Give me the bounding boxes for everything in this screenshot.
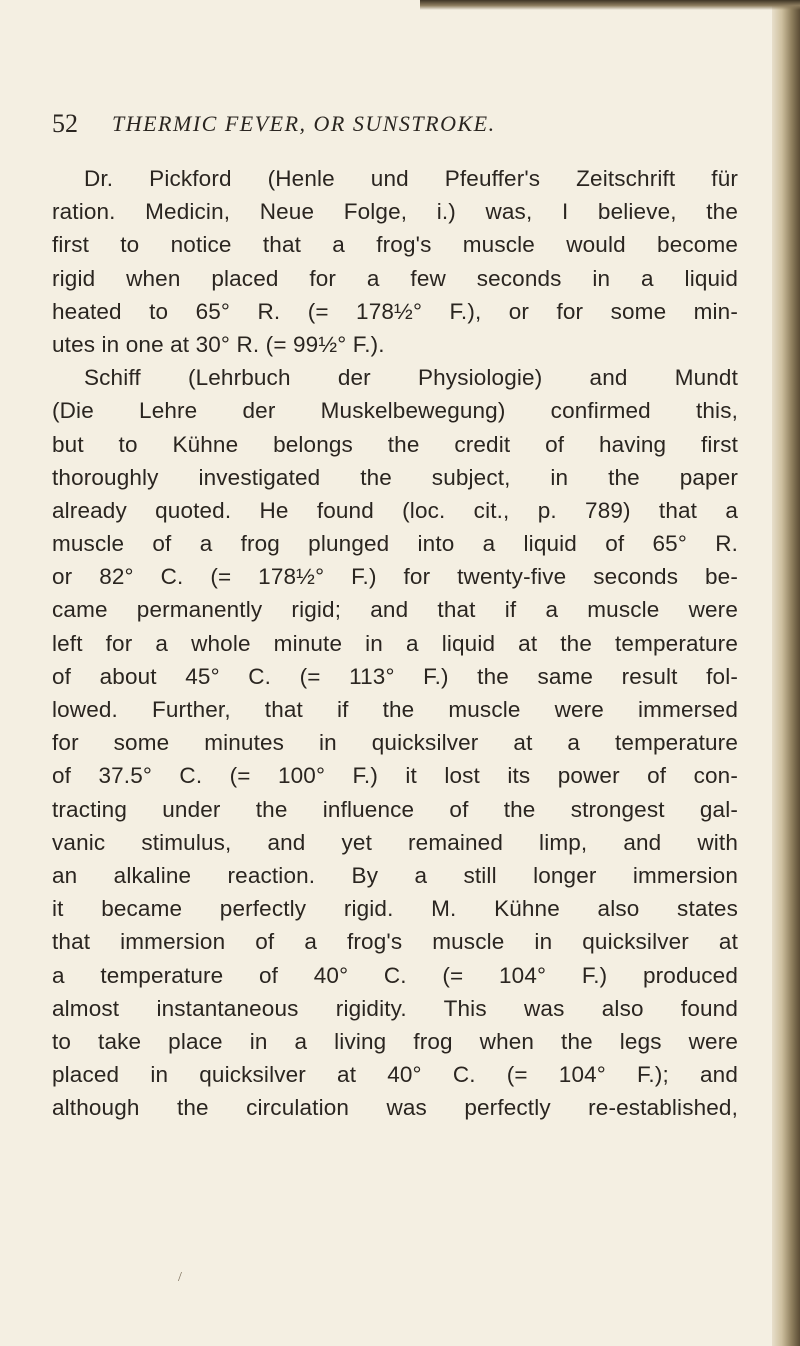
- text-line: muscle of a frog plunged into a liquid of 65° R.: [52, 531, 738, 557]
- text-line: although the circulation was perfectly re-established,: [52, 1095, 738, 1121]
- text-line: came permanently rigid; and that if a muscle were: [52, 597, 738, 623]
- text-line: utes in one at 30° R. (= 99½° F.).: [52, 331, 385, 357]
- text-line: for some minutes in quicksilver at a temperature: [52, 730, 738, 756]
- text-line: vanic stimulus, and yet remained limp, and with: [52, 829, 738, 855]
- text-line: heated to 65° R. (= 178½° F.), or for some min-: [52, 298, 738, 324]
- text-line: (Die Lehre der Muskelbewegung) confirmed this,: [52, 398, 738, 424]
- text-line: of about 45° C. (= 113° F.) the same result fol-: [52, 663, 738, 689]
- text-line: or 82° C. (= 178½° F.) for twenty-five seconds be-: [52, 564, 738, 590]
- text-line: rigid when placed for a few seconds in a liquid: [52, 265, 738, 291]
- text-line: left for a whole minute in a liquid at the temperature: [52, 630, 738, 656]
- stray-pencil-mark: /: [178, 1270, 182, 1285]
- running-title: THERMIC FEVER, OR SUNSTROKE.: [112, 111, 496, 136]
- text-line: almost instantaneous rigidity. This was also found: [52, 995, 738, 1021]
- text-line: Schiff (Lehrbuch der Physiologie) and Mundt: [84, 365, 738, 391]
- text-line: tracting under the influence of the strongest gal-: [52, 796, 738, 822]
- text-line: but to Kühne belongs the credit of having first: [52, 431, 738, 457]
- page-top-shadow: [420, 0, 800, 10]
- text-line: of 37.5° C. (= 100° F.) it lost its power of con-: [52, 763, 738, 789]
- page-number: 52: [52, 109, 78, 138]
- text-line: ration. Medicin, Neue Folge, i.) was, I believe, the: [52, 199, 738, 225]
- text-line: thoroughly investigated the subject, in the paper: [52, 464, 738, 490]
- text-line: an alkaline reaction. By a still longer immersion: [52, 862, 738, 888]
- page-edge-shadow: [772, 0, 800, 1346]
- page-header: [52, 108, 752, 140]
- text-line: placed in quicksilver at 40° C. (= 104° F.); and: [52, 1062, 738, 1088]
- text-line: a temperature of 40° C. (= 104° F.) produced: [52, 962, 738, 988]
- body-text: [52, 162, 738, 1124]
- text-line: first to notice that a frog's muscle would become: [52, 232, 738, 258]
- text-line: it became perfectly rigid. M. Kühne also states: [52, 896, 738, 922]
- text-line: that immersion of a frog's muscle in quicksilver at: [52, 929, 738, 955]
- text-line: to take place in a living frog when the legs were: [52, 1028, 738, 1054]
- text-line: lowed. Further, that if the muscle were immersed: [52, 697, 738, 722]
- text-line: Dr. Pickford (Henle und Pfeuffer's Zeitschrift für: [84, 166, 738, 191]
- text-line: already quoted. He found (loc. cit., p. 789) that a: [52, 497, 738, 523]
